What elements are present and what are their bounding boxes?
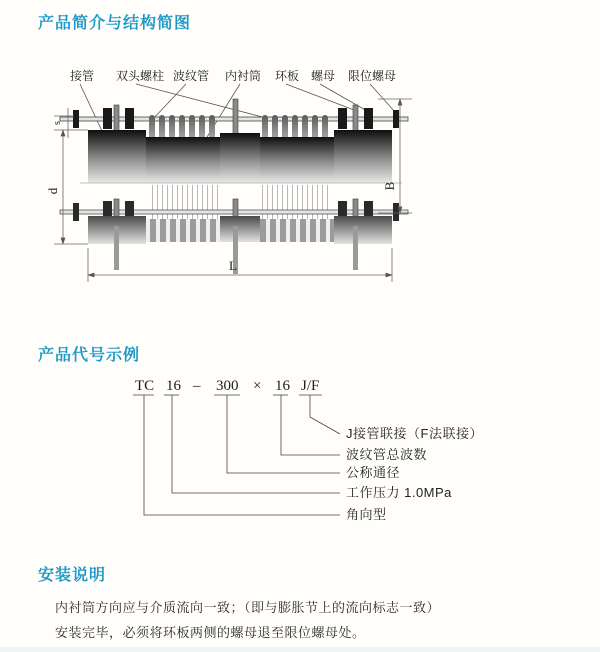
code-token-times: ×	[253, 378, 262, 394]
dimension-s	[52, 108, 88, 138]
code-token-waves: 16	[275, 378, 290, 394]
installation-line-2: 安装完毕，必须将环板两侧的螺母退至限位螺母处。	[55, 625, 366, 640]
svg-text:s: s	[52, 121, 63, 125]
install-heading: 安装说明	[38, 567, 107, 584]
code-token-pressure: 16	[166, 378, 181, 394]
code-token-diameter: 300	[216, 378, 239, 394]
code-token-connection: J/F	[301, 378, 320, 394]
code-heading: 产品代号示例	[38, 347, 141, 364]
installation-notes	[55, 595, 555, 645]
product-code-diagram	[100, 372, 560, 532]
installation-line-1: 内衬筒方向应与介质流向一致；（即与膨胀节上的流向标志一致）	[55, 600, 441, 615]
code-connectors	[144, 395, 340, 515]
svg-text:B: B	[382, 181, 397, 191]
label-limit-nut: 限位螺母	[348, 69, 397, 83]
intro-heading: 产品简介与结构简图	[38, 15, 192, 32]
label-nut: 螺母	[311, 69, 336, 83]
label-connecting-pipe: 接管	[70, 69, 95, 83]
expl-pressure: 工作压力 1.0MPa	[346, 485, 452, 500]
label-double-stud: 双头螺柱	[116, 69, 165, 83]
page-bottom-strip	[0, 647, 600, 652]
code-token-type: TC	[135, 378, 155, 394]
joint-body-lower	[88, 216, 392, 244]
dimension-L	[88, 248, 392, 282]
structure-diagram	[40, 58, 460, 324]
svg-text:d: d	[45, 187, 60, 195]
dimension-d	[45, 130, 88, 244]
code-token-dash: –	[193, 378, 201, 394]
label-bellows: 波纹管	[173, 69, 210, 83]
svg-text:L: L	[229, 258, 237, 273]
label-inner-liner: 内衬筒	[225, 69, 262, 83]
expl-type: 角向型	[346, 507, 387, 522]
expl-connection: J接管联接（F法联接）	[346, 426, 483, 441]
label-ring-plate: 环板	[275, 69, 300, 83]
expl-waves: 波纹管总波数	[346, 447, 428, 462]
joint-body-upper	[88, 130, 392, 183]
expl-diameter: 公称通径	[346, 465, 401, 480]
